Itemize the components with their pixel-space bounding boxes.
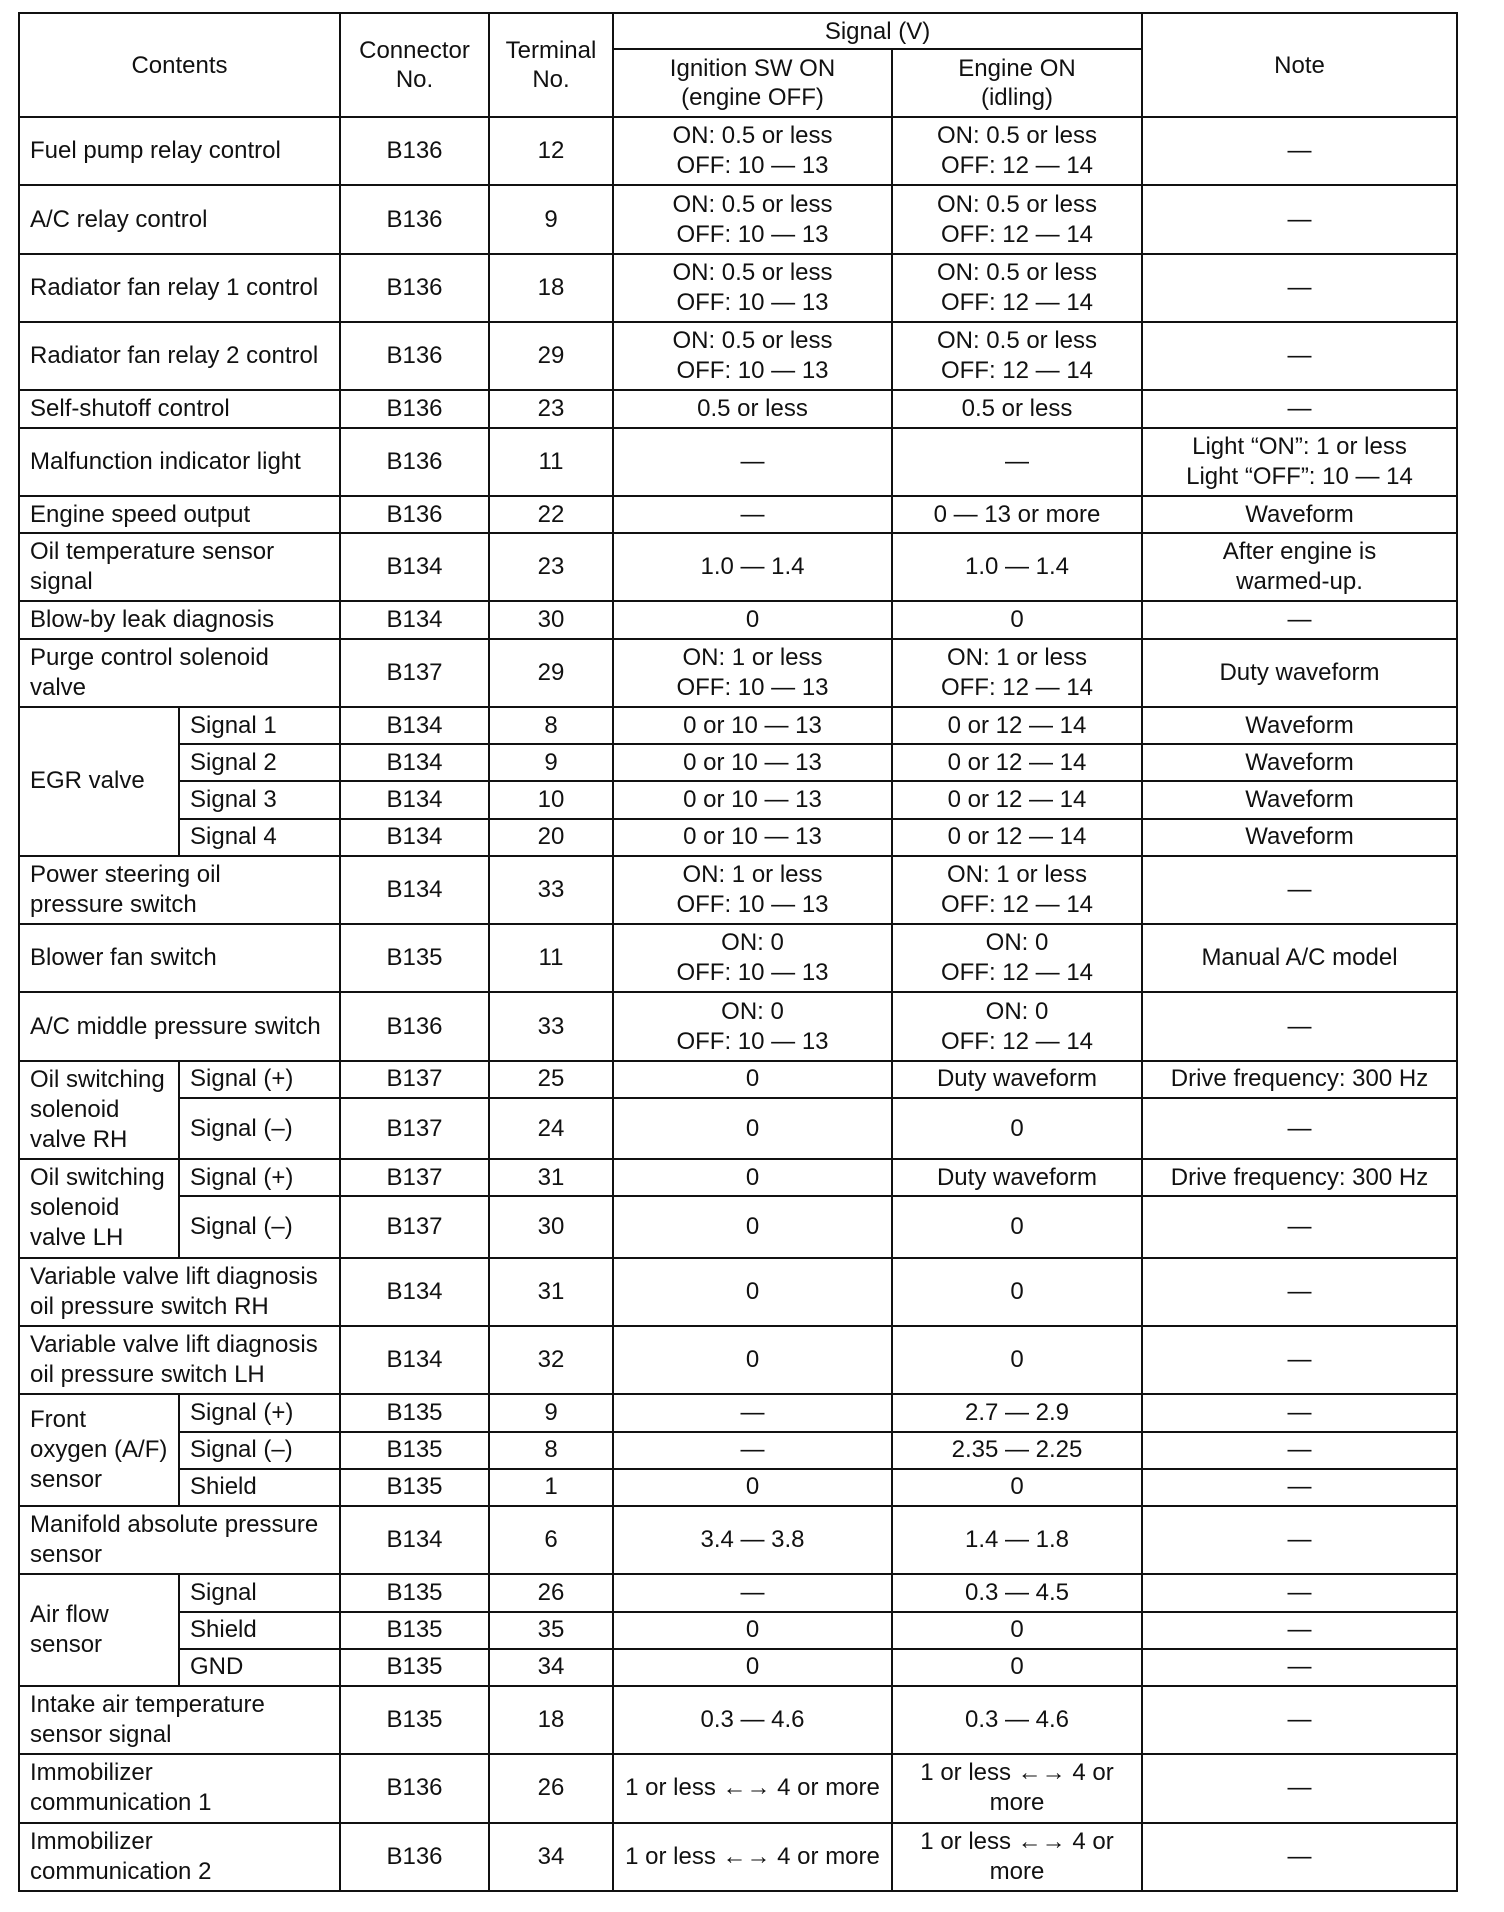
connector-cell: B137 (340, 1159, 489, 1196)
sub-label-cell: Signal (–) (179, 1098, 340, 1159)
terminal-cell: 30 (489, 601, 613, 638)
connector-cell: B135 (340, 1469, 489, 1506)
ignition-signal-cell: 0 (613, 1061, 892, 1098)
ignition-signal-cell: ON: 0.5 or less OFF: 10 — 13 (613, 254, 892, 322)
note-cell: Waveform (1142, 819, 1457, 856)
engine-signal-cell: 0 or 12 — 14 (892, 819, 1142, 856)
note-cell: Waveform (1142, 707, 1457, 744)
sub-label-cell: Signal (–) (179, 1196, 340, 1257)
engine-signal-cell: 0.3 — 4.5 (892, 1574, 1142, 1611)
connector-cell: B136 (340, 322, 489, 390)
ignition-signal-cell: 0 (613, 1196, 892, 1257)
connector-cell: B136 (340, 185, 489, 253)
engine-signal-cell: ON: 0.5 or less OFF: 12 — 14 (892, 117, 1142, 185)
group-label-cell: Oil switching solenoid valve LH (19, 1159, 179, 1257)
terminal-cell: 26 (489, 1574, 613, 1611)
engine-signal-cell: ON: 0 OFF: 12 — 14 (892, 924, 1142, 992)
terminal-cell: 32 (489, 1326, 613, 1394)
engine-signal-cell: 0 (892, 1326, 1142, 1394)
note-cell: Waveform (1142, 781, 1457, 818)
table-row (19, 1098, 1457, 1159)
table-row (19, 924, 1457, 992)
ignition-signal-cell: 0 (613, 601, 892, 638)
engine-signal-cell: ON: 1 or less OFF: 12 — 14 (892, 639, 1142, 707)
note-cell: — (1142, 1196, 1457, 1257)
engine-signal-cell: 0 or 12 — 14 (892, 781, 1142, 818)
connector-cell: B136 (340, 390, 489, 427)
engine-signal-cell: 2.7 — 2.9 (892, 1394, 1142, 1431)
group-label-cell: Air flow sensor (19, 1574, 179, 1686)
terminal-cell: 31 (489, 1159, 613, 1196)
connector-cell: B136 (340, 254, 489, 322)
note-cell: — (1142, 185, 1457, 253)
ignition-signal-cell: 0 or 10 — 13 (613, 819, 892, 856)
note-cell: — (1142, 1432, 1457, 1469)
connector-cell: B135 (340, 924, 489, 992)
terminal-cell: 18 (489, 254, 613, 322)
terminal-cell: 22 (489, 496, 613, 533)
terminal-cell: 34 (489, 1823, 613, 1891)
header-note: Note (1142, 13, 1457, 117)
terminal-cell: 23 (489, 390, 613, 427)
sub-label-cell: Shield (179, 1612, 340, 1649)
table-row (19, 1258, 1457, 1326)
connector-cell: B135 (340, 1649, 489, 1686)
table-row (19, 1574, 1457, 1611)
table-row (19, 1159, 1457, 1196)
connector-cell: B136 (340, 496, 489, 533)
note-cell: — (1142, 856, 1457, 924)
contents-cell: Blow-by leak diagnosis (19, 601, 340, 638)
ignition-signal-cell: 1.0 — 1.4 (613, 533, 892, 601)
connector-cell: B137 (340, 1196, 489, 1257)
terminal-cell: 23 (489, 533, 613, 601)
terminal-cell: 33 (489, 992, 613, 1060)
note-cell: After engine is warmed-up. (1142, 533, 1457, 601)
header-contents: Contents (19, 13, 340, 117)
terminal-cell: 33 (489, 856, 613, 924)
engine-signal-cell: 0 (892, 1649, 1142, 1686)
ignition-signal-cell: — (613, 1574, 892, 1611)
note-cell: Light “ON”: 1 or less Light “OFF”: 10 — 14 (1142, 428, 1457, 496)
table-row (19, 744, 1457, 781)
table-row (19, 1612, 1457, 1649)
table-row (19, 533, 1457, 601)
contents-cell: Intake air temperature sensor signal (19, 1686, 340, 1754)
engine-signal-cell: 0.3 — 4.6 (892, 1686, 1142, 1754)
ignition-signal-cell: ON: 0.5 or less OFF: 10 — 13 (613, 185, 892, 253)
ecm-terminal-signal-table (18, 12, 1458, 1892)
group-label-cell: EGR valve (19, 707, 179, 856)
contents-cell: Variable valve lift diagnosis oil pressure switch LH (19, 1326, 340, 1394)
note-cell: — (1142, 992, 1457, 1060)
contents-cell: Engine speed output (19, 496, 340, 533)
note-cell: Duty waveform (1142, 639, 1457, 707)
table-row (19, 1823, 1457, 1891)
table-row (19, 117, 1457, 185)
terminal-cell: 9 (489, 185, 613, 253)
sub-label-cell: Signal 4 (179, 819, 340, 856)
ignition-signal-cell: 0 (613, 1649, 892, 1686)
contents-cell: Blower fan switch (19, 924, 340, 992)
table-row (19, 1196, 1457, 1257)
terminal-cell: 20 (489, 819, 613, 856)
note-cell: — (1142, 1098, 1457, 1159)
engine-signal-cell: 0 (892, 1258, 1142, 1326)
note-cell: — (1142, 1823, 1457, 1891)
ignition-signal-cell: ON: 0.5 or less OFF: 10 — 13 (613, 322, 892, 390)
connector-cell: B134 (340, 1326, 489, 1394)
ignition-signal-cell: 3.4 — 3.8 (613, 1506, 892, 1574)
table-row (19, 1061, 1457, 1098)
ignition-signal-cell: 0 (613, 1159, 892, 1196)
engine-signal-cell: 0 (892, 1196, 1142, 1257)
engine-signal-cell: ON: 0.5 or less OFF: 12 — 14 (892, 322, 1142, 390)
contents-cell: Radiator fan relay 2 control (19, 322, 340, 390)
connector-cell: B136 (340, 992, 489, 1060)
note-cell: — (1142, 1469, 1457, 1506)
table-row (19, 390, 1457, 427)
note-cell: — (1142, 390, 1457, 427)
ignition-signal-cell: ON: 0 OFF: 10 — 13 (613, 924, 892, 992)
table-row (19, 322, 1457, 390)
connector-cell: B136 (340, 117, 489, 185)
engine-signal-cell: ON: 1 or less OFF: 12 — 14 (892, 856, 1142, 924)
connector-cell: B134 (340, 781, 489, 818)
sub-label-cell: GND (179, 1649, 340, 1686)
contents-cell: A/C middle pressure switch (19, 992, 340, 1060)
terminal-cell: 10 (489, 781, 613, 818)
ignition-signal-cell: 0 or 10 — 13 (613, 781, 892, 818)
connector-cell: B134 (340, 744, 489, 781)
connector-cell: B137 (340, 1098, 489, 1159)
contents-cell: Radiator fan relay 1 control (19, 254, 340, 322)
note-cell: — (1142, 1612, 1457, 1649)
connector-cell: B136 (340, 428, 489, 496)
connector-cell: B136 (340, 1823, 489, 1891)
connector-cell: B135 (340, 1612, 489, 1649)
ignition-signal-cell: 0 (613, 1612, 892, 1649)
engine-signal-cell: 0 — 13 or more (892, 496, 1142, 533)
contents-cell: Purge control solenoid valve (19, 639, 340, 707)
table-row (19, 1326, 1457, 1394)
note-cell: — (1142, 1506, 1457, 1574)
sub-label-cell: Signal 3 (179, 781, 340, 818)
terminal-cell: 11 (489, 924, 613, 992)
terminal-signal-document (18, 12, 1456, 1892)
table-header-row (19, 13, 1457, 49)
engine-signal-cell: 1.0 — 1.4 (892, 533, 1142, 601)
connector-cell: B134 (340, 1258, 489, 1326)
terminal-cell: 9 (489, 1394, 613, 1431)
ignition-signal-cell: ON: 1 or less OFF: 10 — 13 (613, 856, 892, 924)
connector-cell: B134 (340, 601, 489, 638)
ignition-signal-cell: ON: 0.5 or less OFF: 10 — 13 (613, 117, 892, 185)
contents-cell: Fuel pump relay control (19, 117, 340, 185)
table-row (19, 1469, 1457, 1506)
table-row (19, 856, 1457, 924)
table-row (19, 1754, 1457, 1822)
note-cell: — (1142, 1649, 1457, 1686)
terminal-cell: 34 (489, 1649, 613, 1686)
engine-signal-cell: 1.4 — 1.8 (892, 1506, 1142, 1574)
engine-signal-cell: 0 or 12 — 14 (892, 707, 1142, 744)
note-cell: Drive frequency: 300 Hz (1142, 1061, 1457, 1098)
engine-signal-cell: ON: 0.5 or less OFF: 12 — 14 (892, 254, 1142, 322)
engine-signal-cell: 0 (892, 1098, 1142, 1159)
sub-label-cell: Signal (+) (179, 1061, 340, 1098)
terminal-cell: 29 (489, 322, 613, 390)
table-row (19, 1394, 1457, 1431)
ignition-signal-cell: 1 or less ←→ 4 or more (613, 1823, 892, 1891)
terminal-cell: 8 (489, 1432, 613, 1469)
ignition-signal-cell: — (613, 428, 892, 496)
connector-cell: B137 (340, 639, 489, 707)
terminal-cell: 6 (489, 1506, 613, 1574)
note-cell: Waveform (1142, 496, 1457, 533)
table-row (19, 428, 1457, 496)
terminal-cell: 31 (489, 1258, 613, 1326)
contents-cell: A/C relay control (19, 185, 340, 253)
note-cell: — (1142, 1394, 1457, 1431)
table-row (19, 1432, 1457, 1469)
contents-cell: Self-shutoff control (19, 390, 340, 427)
header-connector-no: Connector No. (340, 13, 489, 117)
contents-cell: Manifold absolute pressure sensor (19, 1506, 340, 1574)
engine-signal-cell: 0 (892, 1612, 1142, 1649)
contents-cell: Power steering oil pressure switch (19, 856, 340, 924)
contents-cell: Variable valve lift diagnosis oil pressure switch RH (19, 1258, 340, 1326)
ignition-signal-cell: ON: 0 OFF: 10 — 13 (613, 992, 892, 1060)
engine-signal-cell: — (892, 428, 1142, 496)
engine-signal-cell: 0 (892, 1469, 1142, 1506)
terminal-cell: 12 (489, 117, 613, 185)
table-row (19, 639, 1457, 707)
ignition-signal-cell: 0 (613, 1258, 892, 1326)
connector-cell: B137 (340, 1061, 489, 1098)
ignition-signal-cell: 0.5 or less (613, 390, 892, 427)
engine-signal-cell: 0 (892, 601, 1142, 638)
sub-label-cell: Signal 2 (179, 744, 340, 781)
connector-cell: B136 (340, 1754, 489, 1822)
note-cell: — (1142, 254, 1457, 322)
group-label-cell: Oil switching solenoid valve RH (19, 1061, 179, 1159)
table-row (19, 707, 1457, 744)
header-terminal-no: Terminal No. (489, 13, 613, 117)
terminal-cell: 18 (489, 1686, 613, 1754)
ignition-signal-cell: — (613, 1432, 892, 1469)
connector-cell: B134 (340, 856, 489, 924)
table-row (19, 1506, 1457, 1574)
sub-label-cell: Signal 1 (179, 707, 340, 744)
terminal-cell: 29 (489, 639, 613, 707)
table-row (19, 1649, 1457, 1686)
table-row (19, 185, 1457, 253)
connector-cell: B135 (340, 1574, 489, 1611)
sub-label-cell: Signal (+) (179, 1394, 340, 1431)
header-engine-on: Engine ON (idling) (892, 49, 1142, 117)
ignition-signal-cell: 0.3 — 4.6 (613, 1686, 892, 1754)
contents-cell: Oil temperature sensor signal (19, 533, 340, 601)
sub-label-cell: Signal (179, 1574, 340, 1611)
connector-cell: B134 (340, 819, 489, 856)
ignition-signal-cell: — (613, 1394, 892, 1431)
connector-cell: B134 (340, 1506, 489, 1574)
note-cell: — (1142, 1574, 1457, 1611)
table-row (19, 819, 1457, 856)
ignition-signal-cell: 0 or 10 — 13 (613, 744, 892, 781)
terminal-cell: 26 (489, 1754, 613, 1822)
terminal-cell: 1 (489, 1469, 613, 1506)
table-row (19, 781, 1457, 818)
ignition-signal-cell: 0 (613, 1098, 892, 1159)
engine-signal-cell: 0.5 or less (892, 390, 1142, 427)
group-label-cell: Front oxygen (A/F) sensor (19, 1394, 179, 1506)
header-signal-v: Signal (V) (613, 13, 1142, 49)
engine-signal-cell: 1 or less ←→ 4 or more (892, 1754, 1142, 1822)
engine-signal-cell: 1 or less ←→ 4 or more (892, 1823, 1142, 1891)
terminal-cell: 30 (489, 1196, 613, 1257)
connector-cell: B134 (340, 707, 489, 744)
sub-label-cell: Signal (–) (179, 1432, 340, 1469)
terminal-cell: 8 (489, 707, 613, 744)
engine-signal-cell: 0 or 12 — 14 (892, 744, 1142, 781)
connector-cell: B134 (340, 533, 489, 601)
ignition-signal-cell: — (613, 496, 892, 533)
terminal-cell: 25 (489, 1061, 613, 1098)
ignition-signal-cell: ON: 1 or less OFF: 10 — 13 (613, 639, 892, 707)
note-cell: — (1142, 117, 1457, 185)
note-cell: Waveform (1142, 744, 1457, 781)
terminal-cell: 35 (489, 1612, 613, 1649)
contents-cell: Immobilizer communication 1 (19, 1754, 340, 1822)
ignition-signal-cell: 0 or 10 — 13 (613, 707, 892, 744)
contents-cell: Malfunction indicator light (19, 428, 340, 496)
terminal-cell: 11 (489, 428, 613, 496)
ignition-signal-cell: 1 or less ←→ 4 or more (613, 1754, 892, 1822)
contents-cell: Immobilizer communication 2 (19, 1823, 340, 1891)
connector-cell: B135 (340, 1686, 489, 1754)
sub-label-cell: Signal (+) (179, 1159, 340, 1196)
note-cell: — (1142, 1754, 1457, 1822)
connector-cell: B135 (340, 1394, 489, 1431)
note-cell: — (1142, 1326, 1457, 1394)
connector-cell: B135 (340, 1432, 489, 1469)
table-row (19, 1686, 1457, 1754)
engine-signal-cell: ON: 0 OFF: 12 — 14 (892, 992, 1142, 1060)
note-cell: — (1142, 322, 1457, 390)
note-cell: — (1142, 601, 1457, 638)
ignition-signal-cell: 0 (613, 1469, 892, 1506)
terminal-cell: 9 (489, 744, 613, 781)
table-row (19, 992, 1457, 1060)
header-ignition-sw-on: Ignition SW ON (engine OFF) (613, 49, 892, 117)
engine-signal-cell: Duty waveform (892, 1061, 1142, 1098)
note-cell: — (1142, 1686, 1457, 1754)
sub-label-cell: Shield (179, 1469, 340, 1506)
table-row (19, 496, 1457, 533)
table-row (19, 254, 1457, 322)
note-cell: — (1142, 1258, 1457, 1326)
ignition-signal-cell: 0 (613, 1326, 892, 1394)
table-row (19, 601, 1457, 638)
note-cell: Drive frequency: 300 Hz (1142, 1159, 1457, 1196)
engine-signal-cell: Duty waveform (892, 1159, 1142, 1196)
terminal-cell: 24 (489, 1098, 613, 1159)
engine-signal-cell: ON: 0.5 or less OFF: 12 — 14 (892, 185, 1142, 253)
note-cell: Manual A/C model (1142, 924, 1457, 992)
engine-signal-cell: 2.35 — 2.25 (892, 1432, 1142, 1469)
